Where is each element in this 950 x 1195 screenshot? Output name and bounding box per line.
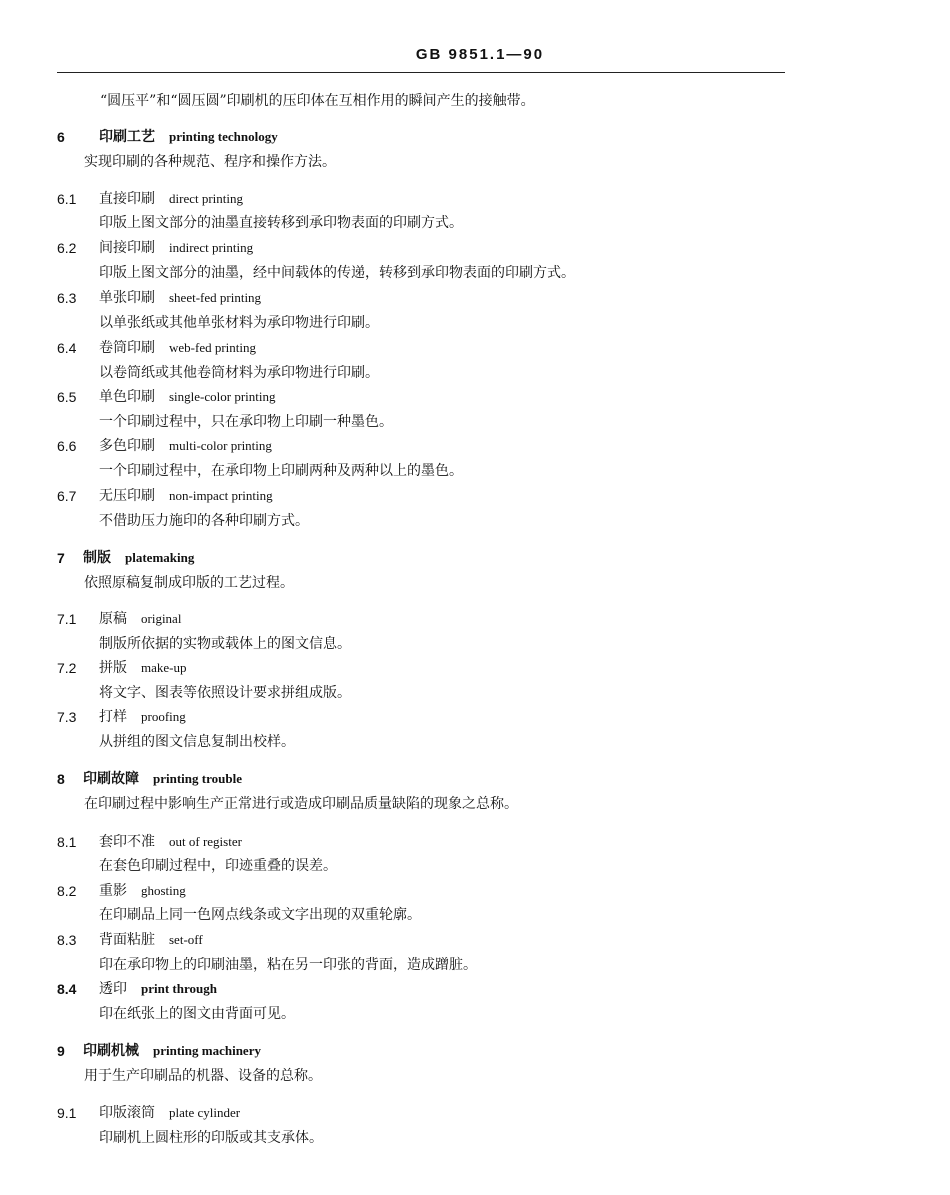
section-number: 8 [57, 771, 65, 787]
term-definition: 在套色印刷过程中，印迹重叠的误差。 [99, 858, 337, 874]
term-definition: 一个印刷过程中，只在承印物上印刷一种墨色。 [99, 414, 393, 430]
term-number: 8.1 [57, 834, 77, 850]
term-chinese: 多色印刷 multi-color printing [99, 438, 272, 454]
term-definition: 印版上图文部分的油墨直接转移到承印物表面的印刷方式。 [99, 215, 463, 231]
term-english: indirect printing [169, 240, 254, 255]
term-chinese: 重影 ghosting [99, 883, 186, 899]
term-chinese: 套印不准 out of register [99, 834, 242, 850]
term-chinese: 印刷机械 printing machinery [83, 1043, 261, 1059]
term-english: print through [141, 981, 217, 996]
term-number: 7.3 [57, 709, 77, 725]
term-number: 6.5 [57, 389, 77, 405]
term-definition: 印在承印物上的印刷油墨，粘在另一印张的背面，造成蹭脏。 [99, 957, 477, 973]
term-english: platemaking [125, 550, 195, 565]
term-chinese: 单张印刷 sheet-fed printing [99, 290, 262, 306]
term-definition: 以单张纸或其他单张材料为承印物进行印刷。 [99, 315, 379, 331]
term-chinese: 打样 proofing [99, 709, 186, 725]
term-number: 7.2 [57, 660, 77, 676]
term-chinese: 背面粘脏 set-off [99, 932, 203, 948]
term-chinese: 透印 print through [99, 981, 217, 997]
section-number: 7 [57, 550, 65, 566]
term-chinese: 制版 platemaking [83, 550, 195, 566]
term-english: original [141, 611, 182, 626]
term-definition: 将文字、图表等依照设计要求拼组成版。 [99, 685, 351, 701]
term-chinese: 印版滚筒 plate cylinder [99, 1105, 241, 1121]
term-chinese: 单色印刷 single-color printing [99, 389, 276, 405]
term-number: 6.2 [57, 240, 77, 256]
term-english: printing machinery [153, 1043, 261, 1058]
term-number: 9.1 [57, 1105, 77, 1121]
term-english: sheet-fed printing [169, 290, 262, 305]
term-number: 8.2 [57, 883, 77, 899]
term-definition: 制版所依据的实物或载体上的图文信息。 [99, 636, 351, 652]
section-number: 9 [57, 1043, 65, 1059]
term-chinese: 直接印刷 direct printing [99, 191, 244, 207]
page-header: GB 9851.1—90 [415, 46, 545, 63]
term-number: 6.4 [57, 340, 77, 356]
term-english: set-off [169, 932, 203, 947]
term-number: 8.3 [57, 932, 77, 948]
intro-continuation: “圆压平”和“圆压圆”印刷机的压印体在互相作用的瞬间产生的接触带。 [100, 93, 535, 109]
term-number: 7.1 [57, 611, 77, 627]
term-english: web-fed printing [169, 340, 257, 355]
term-english: proofing [141, 709, 186, 724]
term-english: non-impact printing [169, 488, 273, 503]
term-english: single-color printing [169, 389, 276, 404]
term-definition: 印在纸张上的图文由背面可见。 [99, 1006, 295, 1022]
term-english: plate cylinder [169, 1105, 241, 1120]
term-definition: 不借助压力施印的各种印刷方式。 [99, 513, 309, 529]
term-chinese: 无压印刷 non-impact printing [99, 488, 273, 504]
term-english: printing technology [169, 129, 278, 144]
term-english: make-up [141, 660, 187, 675]
term-definition: 印版上图文部分的油墨，经中间载体的传递，转移到承印物表面的印刷方式。 [99, 265, 575, 281]
term-number: 6.7 [57, 488, 77, 504]
term-definition: 在印刷品上同一色网点线条或文字出现的双重轮廓。 [99, 907, 421, 923]
term-number: 8.4 [57, 981, 77, 997]
term-number: 6.1 [57, 191, 77, 207]
term-english: multi-color printing [169, 438, 272, 453]
section-number: 6 [57, 129, 65, 145]
term-definition: 依照原稿复制成印版的工艺过程。 [84, 575, 294, 591]
term-chinese: 印刷工艺 printing technology [99, 129, 278, 145]
term-definition: 在印刷过程中影响生产正常进行或造成印刷品质量缺陷的现象之总称。 [84, 796, 518, 812]
term-number: 6.6 [57, 438, 77, 454]
term-chinese: 卷筒印刷 web-fed printing [99, 340, 257, 356]
term-definition: 从拼组的图文信息复制出校样。 [99, 734, 295, 750]
term-english: out of register [169, 834, 242, 849]
term-definition: 印刷机上圆柱形的印版或其支承体。 [99, 1130, 323, 1146]
term-english: printing trouble [153, 771, 242, 786]
term-chinese: 印刷故障 printing trouble [83, 771, 242, 787]
term-chinese: 间接印刷 indirect printing [99, 240, 254, 256]
term-chinese: 拼版 make-up [99, 660, 187, 676]
term-definition: 以卷筒纸或其他卷筒材料为承印物进行印刷。 [99, 365, 379, 381]
term-english: ghosting [141, 883, 186, 898]
header-rule [57, 72, 785, 73]
term-definition: 实现印刷的各种规范、程序和操作方法。 [84, 154, 336, 170]
term-chinese: 原稿 original [99, 611, 182, 627]
term-definition: 一个印刷过程中，在承印物上印刷两种及两种以上的墨色。 [99, 463, 463, 479]
term-definition: 用于生产印刷品的机器、设备的总称。 [84, 1068, 322, 1084]
term-english: direct printing [169, 191, 244, 206]
term-number: 6.3 [57, 290, 77, 306]
